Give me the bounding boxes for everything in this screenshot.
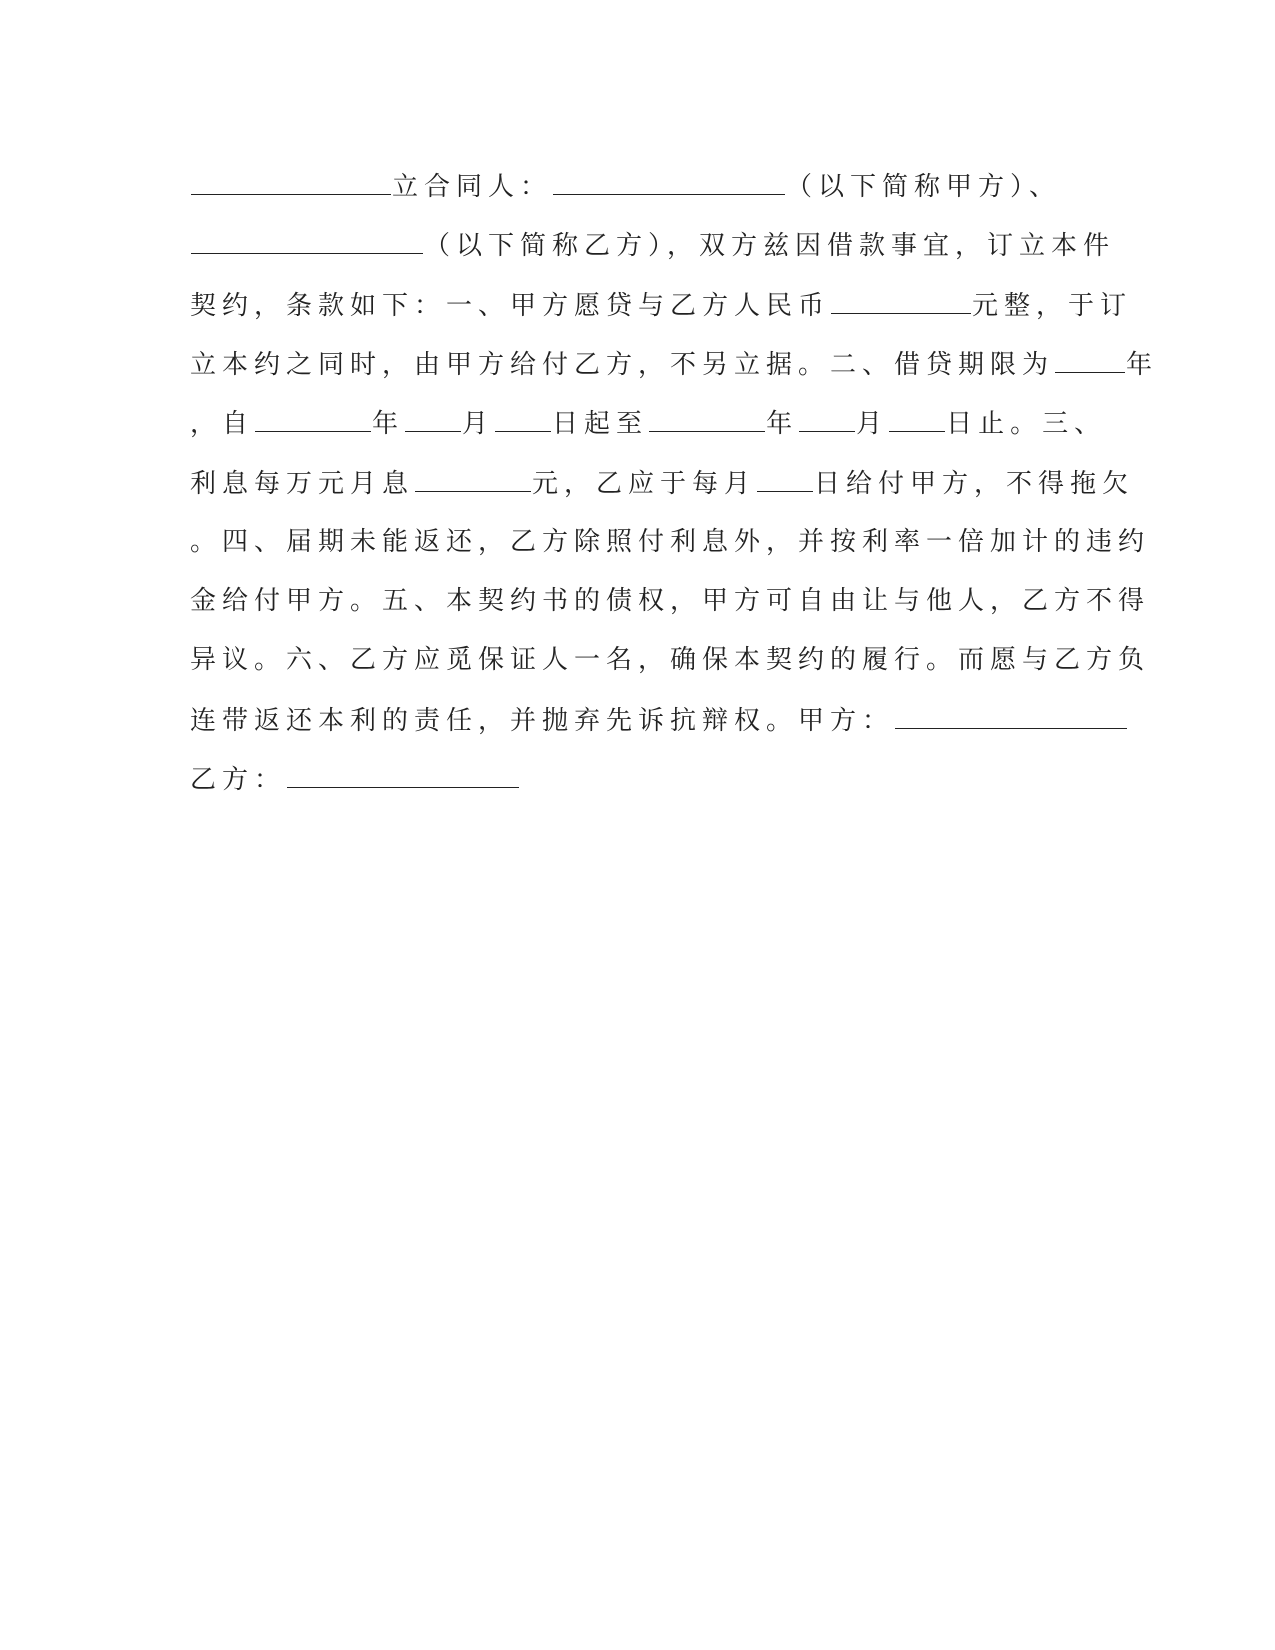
fill-in-blank	[405, 403, 461, 432]
fill-in-blank	[889, 403, 945, 432]
contract-text: 日止。三、	[946, 409, 1107, 440]
contract-text: 契约，条款如下：一、甲方愿贷与乙方人民币	[190, 290, 831, 321]
contract-text: 月	[856, 409, 889, 440]
contract-text: 年	[1126, 349, 1159, 380]
contract-text: 元，乙应于每月	[532, 468, 757, 499]
contract-text: 元整，于订	[972, 290, 1133, 321]
contract-text: 年	[766, 409, 799, 440]
contract-line	[190, 522, 1151, 562]
contract-line	[190, 166, 1090, 206]
fill-in-blank	[287, 759, 519, 788]
contract-text: ，自	[190, 409, 255, 440]
contract-line	[190, 581, 1151, 621]
contract-text: 金给付甲方。五、本契约书的债权，甲方可自由让与他人，乙方不得	[190, 586, 1151, 617]
contract-line	[190, 225, 1116, 265]
contract-text: 日给付甲方，不得拖欠	[814, 468, 1135, 499]
contract-text: 异议。六、乙方应觅保证人一名，确保本契约的履行。而愿与乙方负	[190, 645, 1151, 676]
contract-text: 立本约之同时，由甲方给付乙方，不另立据。二、借贷期限为	[190, 349, 1055, 380]
fill-in-blank	[553, 166, 785, 195]
contract-text: 。四、届期未能返还，乙方除照付利息外，并按利率一倍加计的违约	[190, 526, 1151, 557]
contract-text: 利息每万元月息	[190, 468, 415, 499]
fill-in-blank	[895, 700, 1127, 729]
contract-line	[190, 285, 1133, 325]
contract-text: （以下简称甲方）、	[786, 172, 1062, 202]
contract-text: 连带返还本利的责任，并抛弃先诉抗辩权。甲方：	[190, 705, 895, 736]
contract-line	[190, 640, 1151, 680]
contract-line	[190, 403, 1107, 443]
fill-in-blank	[191, 166, 391, 195]
fill-in-blank	[255, 403, 371, 432]
contract-line	[190, 344, 1159, 384]
contract-text: 年	[372, 409, 405, 440]
fill-in-blank	[495, 403, 551, 432]
fill-in-blank	[1055, 344, 1125, 373]
fill-in-blank	[757, 463, 813, 492]
contract-text: 月	[462, 409, 495, 440]
contract-text: 乙方：	[190, 765, 287, 795]
contract-line	[190, 700, 1090, 740]
contract-text: 立合同人：	[392, 172, 553, 202]
contract-text: 日起至	[552, 409, 649, 440]
fill-in-blank	[799, 403, 855, 432]
contract-line	[190, 759, 1090, 799]
contract-line	[190, 463, 1135, 503]
fill-in-blank	[649, 403, 765, 432]
contract-text: （以下简称乙方），双方兹因借款事宜，订立本件	[424, 231, 1116, 262]
fill-in-blank	[415, 463, 531, 492]
fill-in-blank	[831, 285, 971, 314]
fill-in-blank	[191, 225, 423, 254]
